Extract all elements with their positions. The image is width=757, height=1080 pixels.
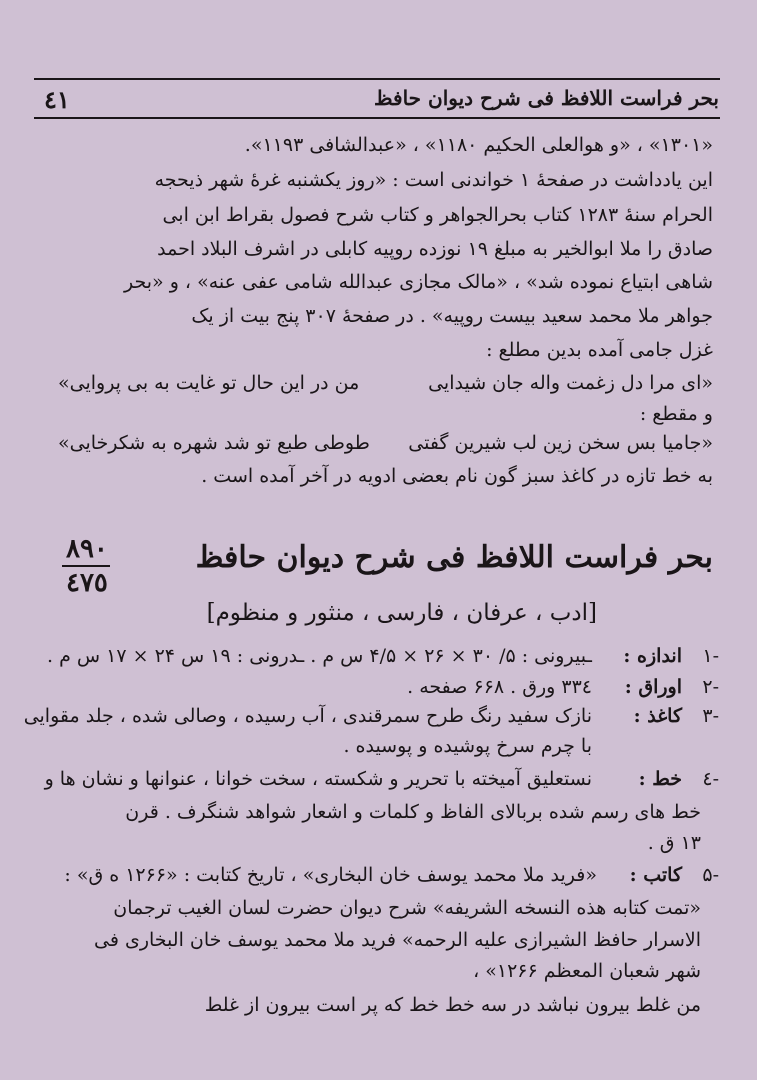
paragraph-line: صادق را ملا ابوالخیر به مبلغ ۱۹ نوزده روپیه کابلی در اشرف البلاد احمد	[157, 238, 713, 260]
running-title: بحر فراست اللافظ فی شرح دیوان حافظ	[374, 86, 719, 110]
field-value-line: نازک سفید رنگ طرح سمرقندی ، آب رسیده ، وصالی شده ، جلد مقوایی	[23, 705, 592, 727]
entry-subject: [ادب ، عرفان ، فارسی ، منثور و منظوم]	[206, 600, 597, 626]
entry-number-bottom: ٤٧٥	[66, 568, 108, 598]
paragraph-line: این یادداشت در صفحهٔ ۱ خواندنی است : «روز یکشنبه غرهٔ شهر ذیحجه	[154, 169, 713, 191]
entry-number-top: ۸۹۰	[66, 534, 108, 564]
field-label-script: خط :	[638, 768, 682, 790]
paragraph-line: غزل جامی آمده بدین مطلع :	[486, 339, 713, 361]
field-value-line: ـبیرونی : ۵/ ۳۰ × ۲۶ × ۴/۵ س م . ـدرونی : ۱۹ س ۲۴ × ۱۷ س م .	[47, 645, 592, 667]
maqta-label: و مقطع :	[639, 403, 713, 425]
entry-number-rule	[62, 565, 110, 567]
entry-title: بحر فراست اللافظ فی شرح دیوان حافظ	[195, 540, 713, 575]
field-label-size: اندازه :	[623, 645, 682, 667]
field-number: -٤	[702, 768, 719, 790]
field-value-line: الاسرار حافظ الشیرازی علیه الرحمه» فرید ملا محمد یوسف خان البخاری فی	[94, 929, 701, 951]
field-number: -۳	[702, 705, 719, 727]
page-number: ٤١	[44, 85, 70, 114]
field-number: -۲	[702, 676, 719, 698]
paragraph-line: جواهر ملا محمد سعید بیست روپیه» . در صفحهٔ ۳۰۷ پنج بیت از یک	[191, 305, 713, 327]
field-value-line: ۱۳ ق .	[647, 832, 701, 854]
field-value-line: «تمت کتابه هذه النسخه الشریفه» شرح دیوان حضرت لسان الغیب ترجمان	[113, 897, 701, 919]
field-value-line: نستعلیق آمیخته با تحریر و شکسته ، سخت خوانا ، عنوانها و نشان ها و	[44, 768, 592, 790]
verse-closing-hemistich-2: طوطی طبع تو شد شهره به شکرخایی»	[58, 432, 370, 454]
field-value-line: «فرید ملا محمد یوسف خان البخاری» ، تاریخ کتابت : «۱۲۶۶ ه ق» :	[64, 864, 597, 886]
field-label-paper: کاغذ :	[633, 705, 682, 727]
field-number: -۵	[702, 864, 719, 886]
verse-opening-hemistich-2: من در این حال تو غایت به بی پروایی»	[58, 372, 360, 394]
field-value-line: من غلط بیرون نباشد در سه خط خط که پر است بیرون از غلط	[204, 994, 701, 1016]
field-value-line: ۳۳٤ ورق . ۶۶۸ صفحه .	[407, 676, 592, 698]
verse-opening-hemistich-1: «ای مرا دل زغمت واله جان شیدایی	[428, 372, 713, 394]
paragraph-line: «۱۳۰۱» ، «و هوالعلی الحکیم ۱۱۸۰» ، «عبدالشافی ۱۱۹۳».	[244, 134, 713, 156]
header-bottom-rule	[34, 117, 720, 119]
paragraph-line: شاهی ابتیاع نموده شد» ، «مالک مجازی عبدالله شامی عفی عنه» ، و «بحر	[124, 271, 713, 293]
field-value-line: با چرم سرخ پوشیده و پوسیده .	[343, 735, 592, 757]
paragraph-line: الحرام سنهٔ ۱۲۸۳ کتاب بحرالجواهر و کتاب شرح فصول بقراط ابن ابی	[162, 204, 713, 226]
field-value-line: خط های رسم شده بربالای الفاظ و کلمات و اشعار شواهد شنگرف . قرن	[125, 801, 701, 823]
field-label-scribe: کاتب :	[629, 864, 682, 886]
field-label-leaves: اوراق :	[624, 676, 682, 698]
closing-line: به خط تازه در کاغذ سبز گون نام بعضی ادویه در آخر آمده است .	[201, 465, 713, 487]
verse-closing-hemistich-1: «جامیا بس سخن زین لب شیرین گفتی	[408, 432, 713, 454]
field-number: -۱	[702, 645, 719, 667]
field-value-line: شهر شعبان المعظم ۱۲۶۶» ،	[473, 960, 701, 982]
header-top-rule	[34, 78, 720, 80]
